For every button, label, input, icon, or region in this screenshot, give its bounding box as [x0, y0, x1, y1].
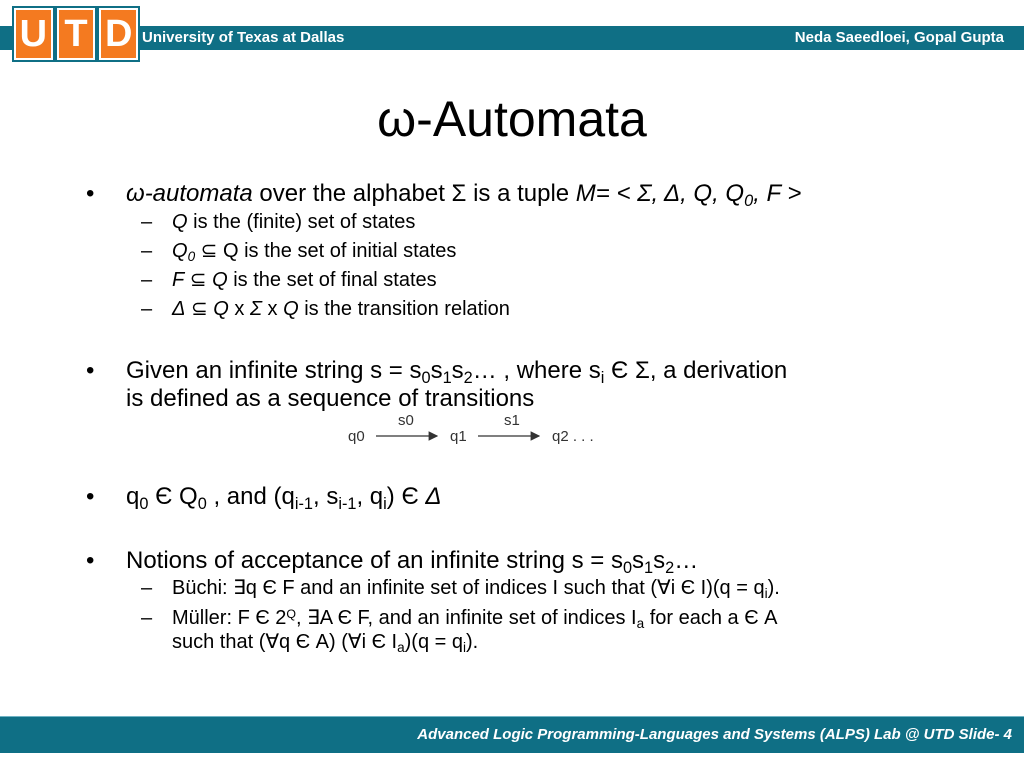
sub-bullet-buchi [86, 575, 986, 602]
logo-letter-d: D [99, 8, 138, 60]
subscript: i [600, 368, 605, 387]
footer-text: Advanced Logic Programming-Languages and Systems (ALPS) Lab @ UTD Slide- 4 [417, 726, 1012, 743]
bullet-text: , q [356, 483, 384, 510]
sub-bullet-states [86, 208, 986, 237]
dash-mark: – [141, 577, 153, 599]
sub-bullet-muller [86, 606, 986, 654]
bullet-mark: • [86, 547, 95, 574]
subscript: 0 [421, 368, 431, 387]
bullet-text: q [126, 483, 140, 510]
state-q1: q1 [450, 428, 467, 445]
subscript: 0 [139, 494, 149, 513]
tuple-text: M= < Σ, Δ, Q, Q [575, 180, 745, 207]
subscript: 2 [665, 558, 675, 577]
bullet-tuple [86, 180, 986, 208]
sub-text: ⊆ Q is the set of initial states [195, 240, 457, 262]
bullet-text: , s [312, 483, 339, 510]
bullet-mark: • [86, 357, 95, 384]
sub-text: is the set of final states [227, 269, 437, 291]
bullet-text: Є Q [148, 483, 198, 510]
logo-letter-t: T [57, 8, 96, 60]
dash-mark: – [141, 607, 153, 629]
bullet-text: ) Є [386, 483, 426, 510]
sub-text: ⊆ [185, 298, 214, 320]
subscript: 0 [622, 558, 633, 577]
bullet-text: over the alphabet Σ is a tuple [252, 180, 576, 207]
header-university: University of Texas at Dallas [142, 29, 345, 46]
slide-title: ω-Automata [377, 91, 647, 147]
bullet-text: is defined as a sequence of transitions [126, 385, 535, 412]
subscript: i-1 [338, 494, 357, 513]
sub-bullet-transition-relation [86, 295, 986, 324]
term: Q [212, 269, 228, 291]
bullet-mark: • [86, 483, 95, 510]
term: Q [172, 211, 188, 233]
subscript: a [636, 616, 645, 632]
sub-text: )(q = q [404, 631, 463, 653]
transition-label-s1: s1 [504, 412, 520, 429]
subscript: a [397, 640, 405, 656]
term: Δ [172, 298, 186, 320]
subscript: i-1 [294, 494, 313, 513]
tuple-text-end: , F > [753, 180, 802, 207]
term: Q [283, 298, 299, 320]
subscript: 1 [442, 368, 452, 387]
bullet-text: s [451, 357, 464, 384]
superscript: Q [286, 606, 297, 621]
sub-text: ). [767, 577, 780, 599]
bullet-text: Notions of acceptance of an infinite string s = s [126, 547, 623, 574]
subscript: i [383, 494, 387, 513]
subscript: i [764, 586, 768, 602]
footer-bar [0, 716, 1024, 753]
sub-text: Büchi: ∃q Є F and an infinite set of indices I such that (∀i Є I)(q = q [172, 577, 765, 599]
transition-diagram-svg [334, 411, 614, 455]
sub-text: is the (finite) set of states [187, 211, 416, 233]
transition-diagram [86, 413, 986, 483]
bullet-initial-condition [86, 483, 986, 511]
logo-letter-u: U [14, 8, 53, 60]
sub-text: is the transition relation [298, 298, 510, 320]
utd-logo [14, 8, 138, 60]
slide-content [86, 180, 986, 654]
dash-mark: – [141, 269, 153, 291]
bullet-text: Given an infinite string s = s [126, 357, 422, 384]
term-delta: Δ [425, 483, 442, 510]
sub-bullet-initial-states [86, 237, 986, 266]
bullet-text: … , where s [472, 357, 601, 384]
bullet-mark: • [86, 180, 95, 207]
subscript: 1 [644, 558, 654, 577]
bullet-text: , and (q [206, 483, 295, 510]
tuple-subscript: 0 [744, 191, 754, 210]
state-q2: q2 . . . [552, 428, 594, 445]
term: Q [213, 298, 229, 320]
bullet-derivation [86, 357, 986, 413]
sub-bullet-final-states [86, 266, 986, 295]
term-subscript: 0 [187, 249, 196, 265]
transition-label-s0: s0 [398, 412, 414, 429]
sub-text: for each a Є A [644, 607, 778, 629]
bullet-text: s [430, 357, 443, 384]
sub-text: x [228, 298, 250, 320]
sub-text: ). [466, 631, 479, 653]
dash-mark: – [141, 240, 153, 262]
subscript: i [462, 640, 467, 656]
sub-text: x [261, 298, 284, 320]
bullet-acceptance [86, 547, 986, 575]
sub-text: such that (∀q Є A) (∀i Є I [172, 631, 398, 653]
bullet-text: … [674, 547, 699, 574]
term: Q [172, 240, 188, 262]
bullet-text: s [653, 547, 666, 574]
term: Σ [249, 298, 262, 320]
dash-mark: – [141, 298, 153, 320]
state-q0: q0 [348, 428, 365, 445]
sub-text: , ∃A Є F, and an infinite set of indices I [296, 607, 637, 629]
subscript: 0 [197, 494, 207, 513]
term: F [172, 269, 185, 291]
bullet-text: s [632, 547, 645, 574]
sub-text: ⊆ [184, 269, 213, 291]
subscript: 2 [463, 368, 473, 387]
header-bar [0, 26, 1024, 50]
sub-text: Müller: F Є 2 [172, 607, 287, 629]
term-omega-automata: ω-automata [126, 180, 253, 207]
dash-mark: – [141, 211, 153, 233]
header-authors: Neda Saeedloei, Gopal Gupta [794, 29, 1004, 46]
bullet-text: Є Σ, a derivation [604, 357, 788, 384]
